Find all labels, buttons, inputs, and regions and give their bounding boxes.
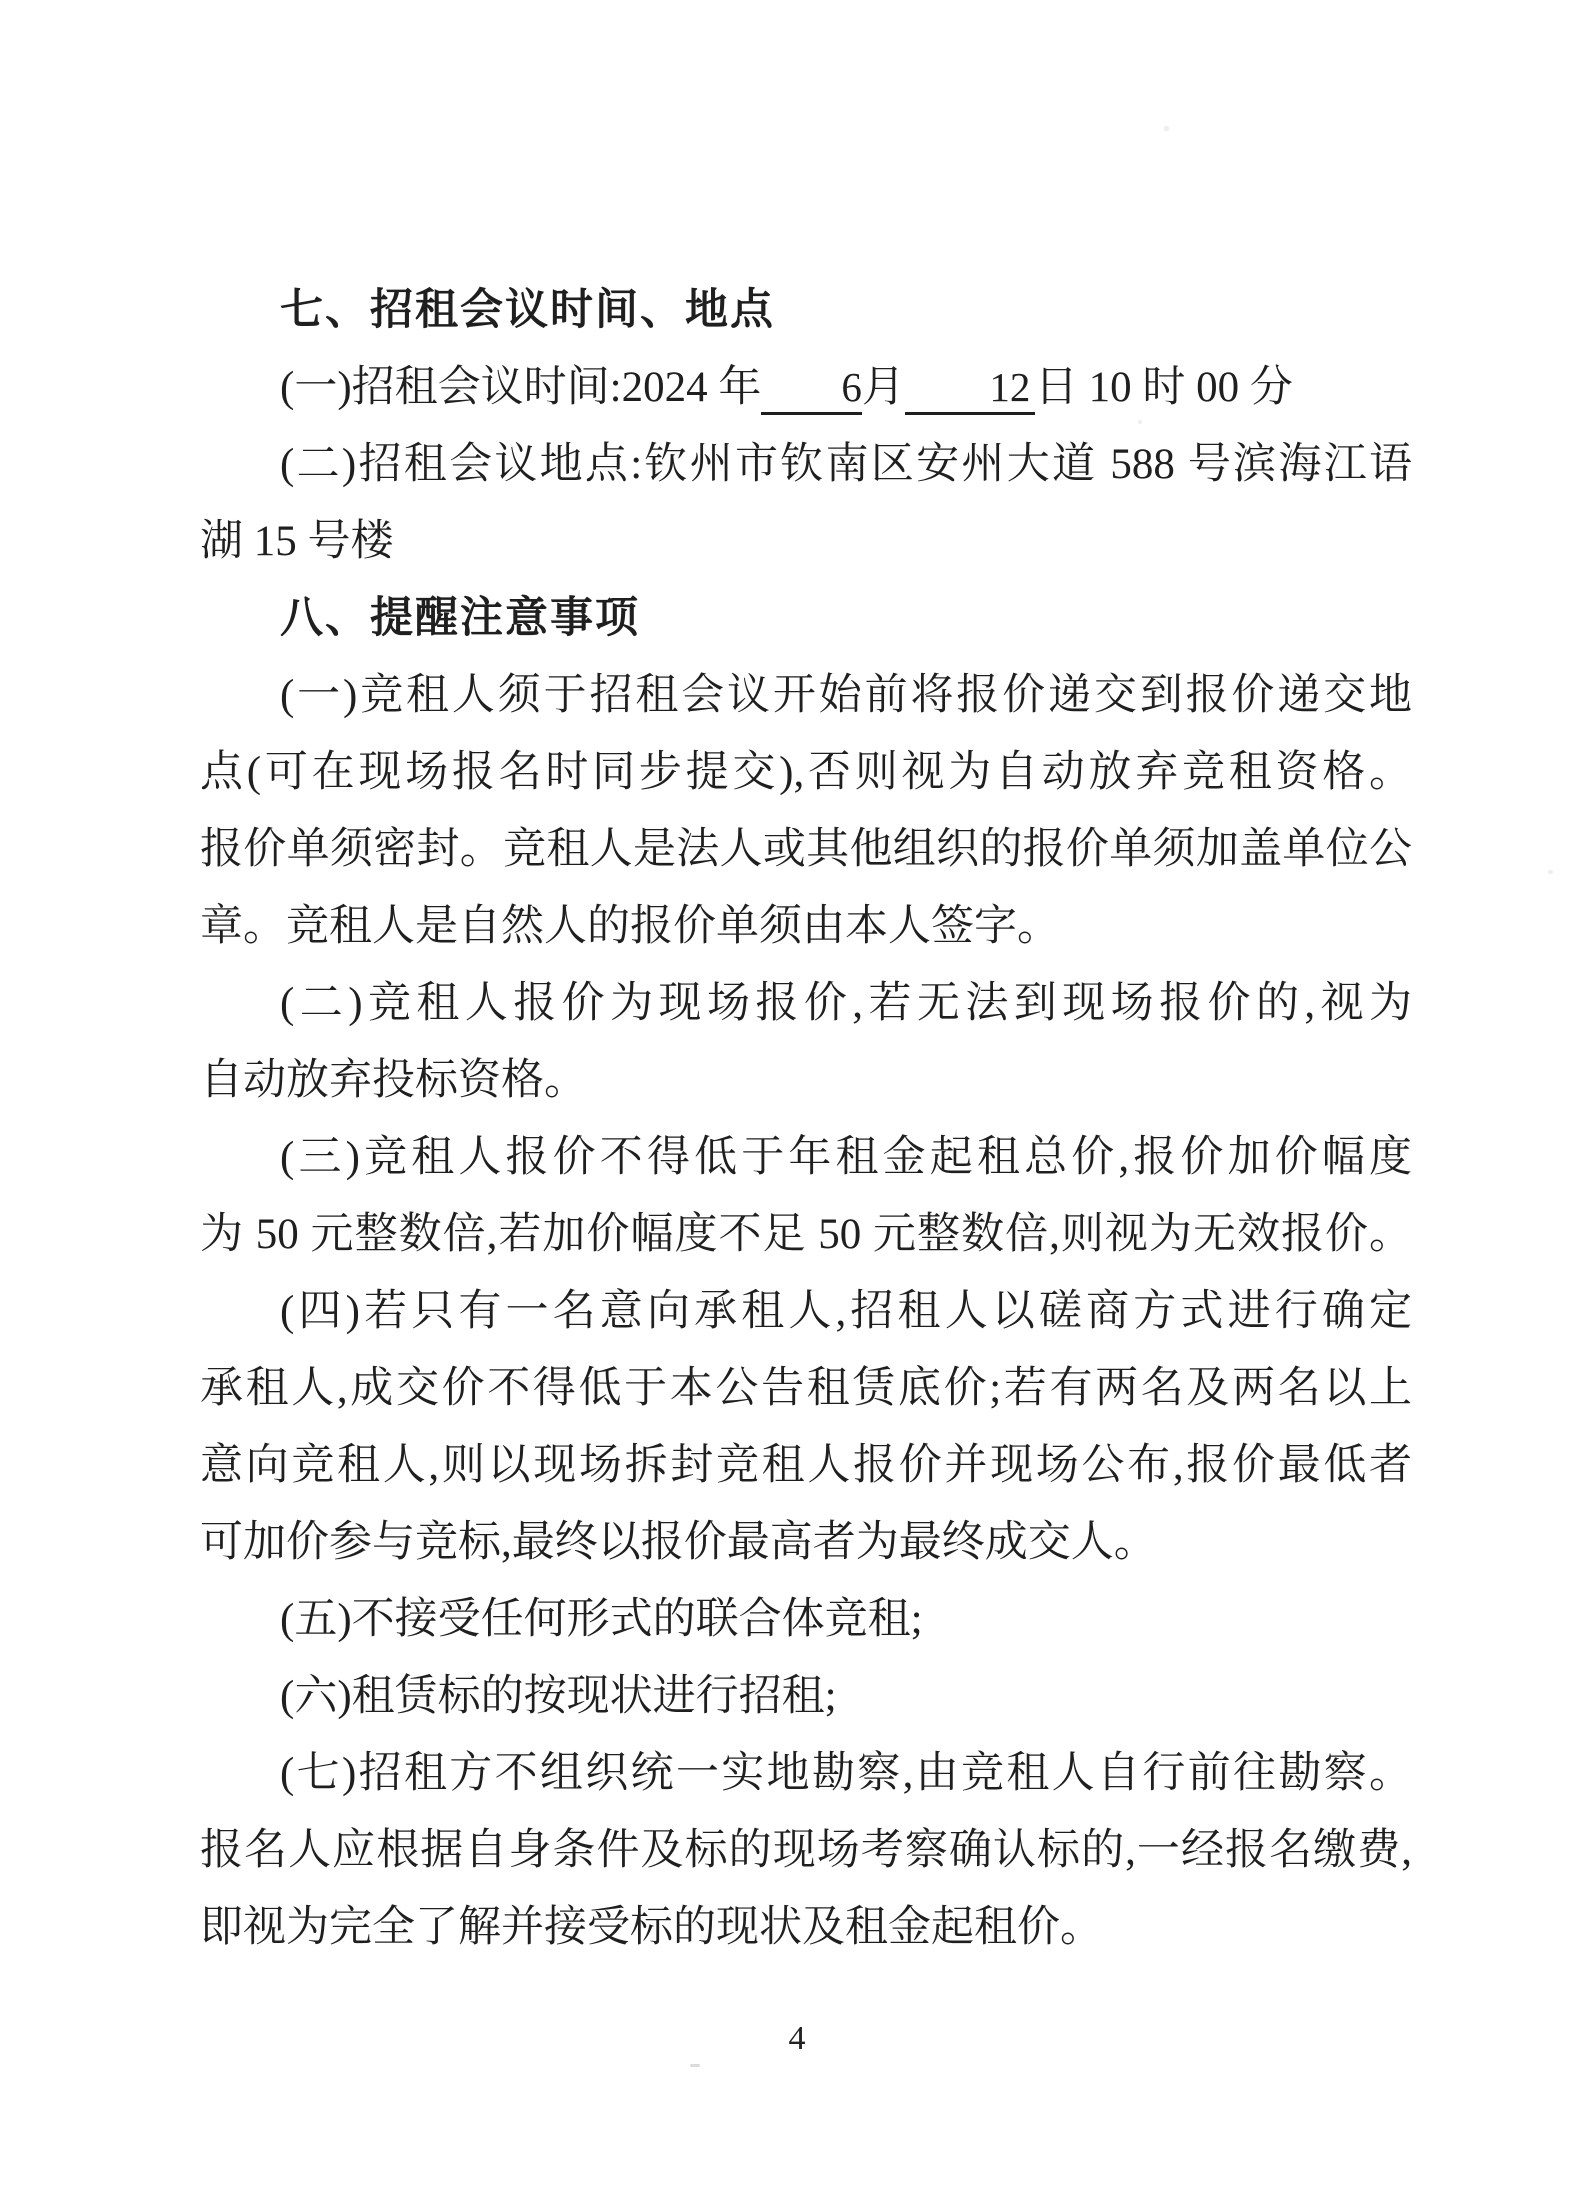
meeting-time-month-label: 月 [861,364,905,411]
meeting-month-blank-field: 6 [761,362,862,415]
section-7-heading: 七、招租会议时间、地点 [280,287,775,334]
notice-line-1-cont-2: 报价单须密封。竞租人是法人或其他组织的报价单须加盖单位公 [200,826,1412,873]
meeting-time-prefix: (一)招租会议时间:2024 年 [280,364,762,411]
scan-artifact-speck [1164,126,1169,131]
notice-line-6: (六)租赁标的按现状进行招租; [280,1673,837,1720]
notice-line-1-cont-3: 章。竞租人是自然人的报价单须由本人签字。 [200,903,1060,950]
notice-line-2: (二)竞租人报价为现场报价,若无法到现场报价的,视为 [280,980,1412,1027]
scan-artifact-speck [1548,870,1553,874]
page-number: 4 [788,2020,806,2057]
notice-line-4-cont-3: 可加价参与竞标,最终以报价最高者为最终成交人。 [200,1519,1157,1566]
meeting-location-line-1: (二)招租会议地点:钦州市钦南区安州大道 588 号滨海江语 [280,441,1412,488]
notice-line-3-cont-1: 为 50 元整数倍,若加价幅度不足 50 元整数倍,则视为无效报价。 [200,1211,1412,1258]
notice-line-5: (五)不接受任何形式的联合体竞租; [280,1596,923,1643]
meeting-time-suffix: 日 10 时 00 分 [1034,364,1293,411]
notice-line-4-cont-1: 承租人,成交价不得低于本公告租赁底价;若有两名及两名以上 [200,1365,1412,1412]
meeting-time-line [200,349,1412,426]
scan-artifact-speck [1138,420,1142,424]
notice-line-3: (三)竞租人报价不得低于年租金起租总价,报价加价幅度 [280,1134,1412,1181]
notice-line-4: (四)若只有一名意向承租人,招租人以磋商方式进行确定 [280,1288,1412,1335]
meeting-day-blank-field: 12 [905,362,1035,415]
notice-line-4-cont-2: 意向竞租人,则以现场拆封竞租人报价并现场公布,报价最低者 [200,1442,1412,1489]
notice-line-1-cont-1: 点(可在现场报名时同步提交),否则视为自动放弃竞租资格。 [200,749,1412,796]
meeting-location-line-2: 湖 15 号楼 [200,518,394,565]
notice-line-7-cont-2: 即视为完全了解并接受标的现状及租金起租价。 [200,1904,1103,1951]
document-body [200,272,1412,1966]
section-8-heading: 八、提醒注意事项 [280,595,640,642]
notice-line-1: (一)竞租人须于招租会议开始前将报价递交到报价递交地 [280,672,1412,719]
notice-line-7-cont-1: 报名人应根据自身条件及标的现场考察确认标的,一经报名缴费, [200,1827,1412,1874]
notice-line-2-cont-1: 自动放弃投标资格。 [200,1057,587,1104]
scan-artifact-dash [690,2064,700,2067]
notice-line-7: (七)招租方不组织统一实地勘察,由竞租人自行前往勘察。 [280,1750,1412,1797]
